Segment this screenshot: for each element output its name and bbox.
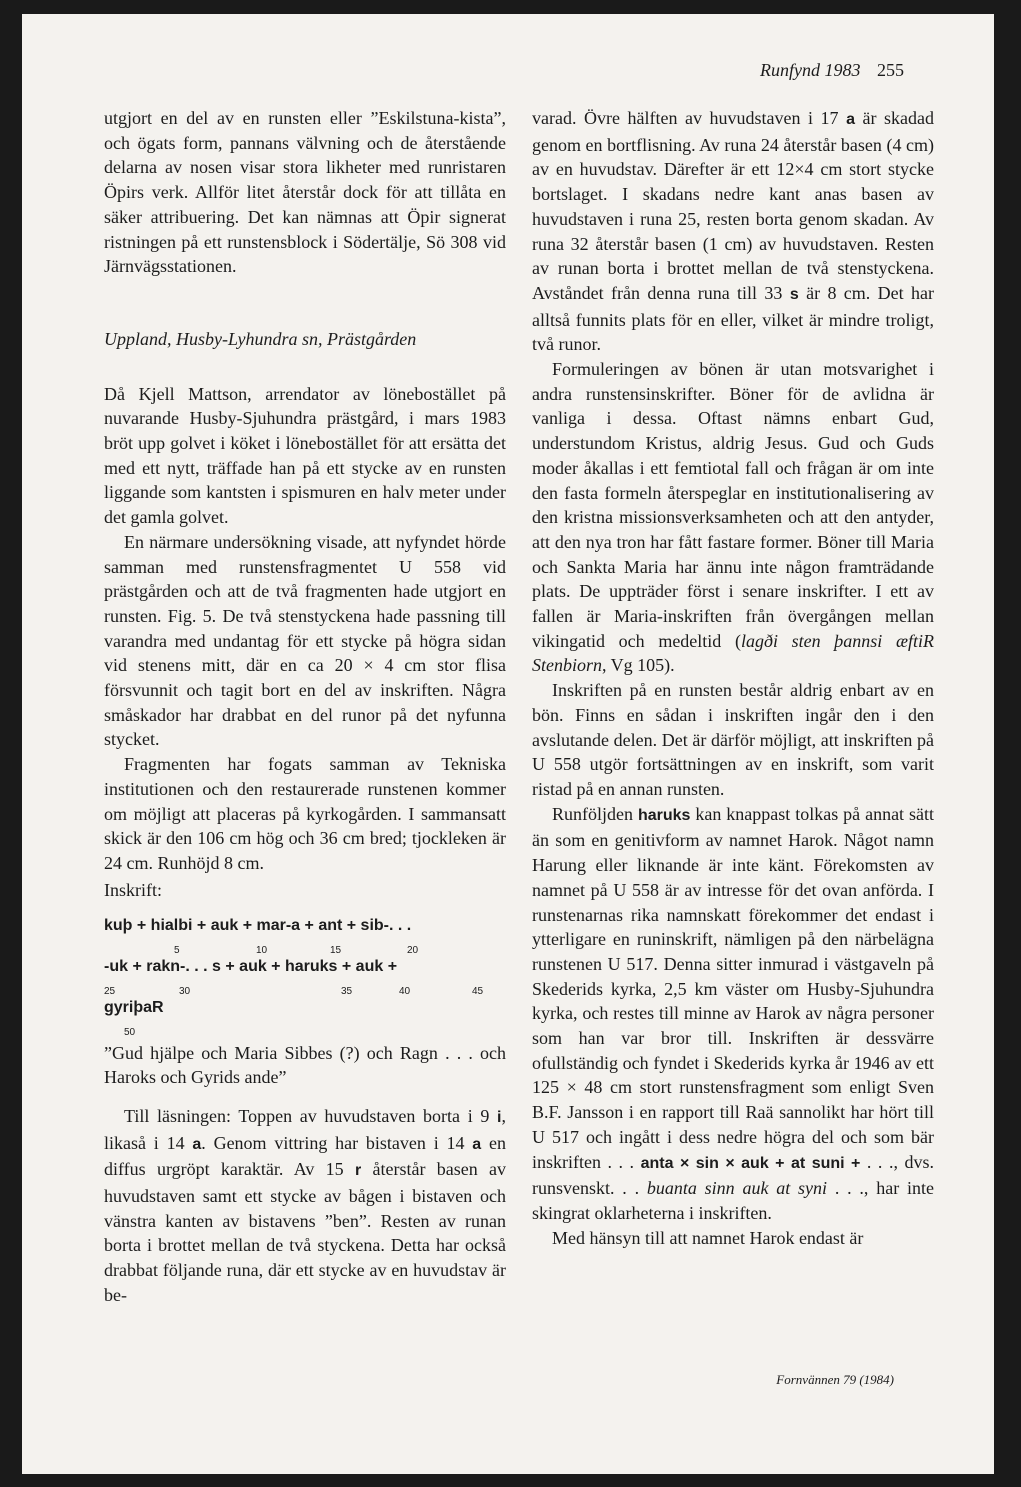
inscription-label: Inskrift: (104, 879, 162, 900)
page-number: 255 (877, 60, 904, 80)
rune-ref: anta × sin × auk + at suni + (640, 1154, 861, 1172)
rune-number: 15 (330, 945, 342, 957)
rune-ref: r (354, 1162, 362, 1180)
journal-footer: Fornvännen 79 (1984) (776, 1372, 894, 1387)
rune-number: 20 (407, 945, 419, 957)
paragraph: Formuleringen av bönen är utan motsvarighet i andra runstensinskrifter. Böner för de avlidna är vanliga i dessa. Oftast nämns enbart Gud, understundom Kristus, aldrig Jesus. Gud och Guds moder åkallas i ett femtiotal fall och frågan är om inte den fasta formeln återspeglar en institutionalisering av den kristna missionsverksamheten och att den antyder, att den nya tron har fått fastare former. Böner till Maria och Sankta Maria har ännu inte någon framträdande plats. De uppträder först i senare inskrifter. I ett av fallen är Maria-inskriften från övergången mellan vikingatid och medeltid (lagði sten þannsi æftiR Stenbiorn, Vg 105). (532, 359, 934, 676)
rune-ref: i (497, 1108, 502, 1126)
paragraph: varad. Övre hälften av huvudstaven i 17 a är skadad genom en bortflisning. Av runa 24 återstår basen (4 cm) av en huvudstav. Därefter är ett 12×4 cm stort stycke bortslaget. I skadans nedre kant anas basen av huvudstaven i runa 25, resten borta genom skadan. Av runa 32 återstår basen (1 cm) av huvudstaven. Resten av runan borta i brottet mellan de två stenstyckena. Avståndet från denna runa till 33 s är 8 cm. Det har alltså funnits plats för en eller, vilket är mindre troligt, två runor. (532, 108, 935, 355)
rune-numbering (104, 980, 506, 996)
left-column (104, 106, 506, 1308)
section-heading: Uppland, Husby-Lyhundra sn, Prästgården (104, 328, 417, 349)
rune-number: 45 (472, 985, 484, 997)
running-header (760, 60, 904, 81)
rune-number: 30 (179, 985, 191, 997)
translation: ”Gud hjälpe och Maria Sibbes (?) och Ragn . . . och Haroks och Gyrids ande” (104, 1042, 506, 1088)
rune-number: 10 (256, 945, 268, 957)
italic-quote: buanta sinn auk at syni (646, 1178, 828, 1199)
paragraph: Till läsningen: Toppen av huvudstaven borta i 9 i, likaså i 14 a. Genom vittring har bistaven i 14 a en diffus urgröpt karaktär. Av 15 r återstår basen av huvudstaven samt ett stycke av bågen i bistaven och vänstra kanten av bistavens ”ben”. Resten av runan borta i brottet mellan de två styckena. Detta har också drabbat följande runa, där ett stycke av en huvudstav är be- (104, 1105, 507, 1305)
rune-number: 35 (341, 985, 353, 997)
page (22, 14, 994, 1474)
rune-ref: s (789, 285, 799, 303)
paragraph: Fragmenten har fogats samman av Tekniska institutionen och den restaurerade runstenen kommer om möjligt att placeras på kyrkogården. I sammansatt skick är den 106 cm hög och 36 cm bred; tjockleken är 24 cm. Runhöjd 8 cm. (104, 754, 506, 873)
rune-number: 50 (124, 1026, 136, 1038)
right-column (532, 106, 934, 1250)
paragraph: Inskriften på en runsten består aldrig enbart av en bön. Finns en sådan i inskriften ingår den i den avslutande delen. Det är därför möjligt, att inskriften på U 558 utgör fortsättningen av en inskrift, som varit ristad på en annan runsten. (532, 680, 934, 799)
rune-numbering (104, 939, 506, 955)
rune-number: 25 (104, 985, 116, 997)
rune-numbering (104, 1021, 506, 1037)
rune-transliteration-line: kuþ + hialbi + auk + mar-a + ant + sib-. . . (104, 917, 412, 935)
rune-ref: a (846, 111, 855, 128)
rune-number: 5 (174, 945, 180, 957)
paragraph: Med hänsyn till att namnet Harok endast är (552, 1227, 864, 1248)
paragraph: Då Kjell Mattson, arrendator av lönebostället på nuvarande Husby-Sjuhundra prästgård, i mars 1983 bröt upp golvet i köket i lönebostället för att ersätta det med ett nytt, träffade han på ett stycke av en runsten liggande som kantsten i spismuren en halv meter under det gamla golvet. (104, 383, 506, 528)
rune-ref: a (472, 1135, 482, 1153)
italic-quote: lagði sten þannsi æftiR Stenbiorn (532, 630, 934, 676)
rune-transliteration-line: gyriþaR (104, 998, 164, 1016)
running-title: Runfynd 1983 (760, 60, 861, 80)
paragraph: En närmare undersökning visade, att nyfyndet hörde samman med runstensfragmentet U 558 vid prästgården och att de två fragmenten hade utgjort en runsten. Fig. 5. De två stenstyckena hade passning till varandra med undantag för ett stycke på högra sidan vid stenens mitt, där en ca 20 × 4 cm stor flisa försvunnit och tagit bort en del av inskriften. Några småskador har drabbat en del runor på det nyfunna stycket. (104, 531, 506, 750)
paragraph: Runföljden haruks kan knappast tolkas på annat sätt än som en genitivform av namnet Harok. Något namn Harung eller liknande är inte känt. Förekomsten av namnet på U 558 är av intresse för det ovan anförda. I runstenarnas rika namnskatt förekommer det endast i ytterligare en runinskrift, nämligen på den närbelägna runstenen U 517. Denna sitter inmurad i västgaveln på Skederids kyrka, 2,5 km väster om Husby-Sjuhundra kyrka, och restes till minne av Harok av några personer som han var bror till. Inskriften är dessvärre ofullständig och fyndet i Skederids kyrka år 1946 av ett 125 × 48 cm stort runstensfragment som enligt Sven B.F. Jansson i en rapport till Raä sannolikt har hört till U 517 och ingått i dess nedre högra del och som bär inskriften . . . anta × sin × auk + at suni + . . ., dvs. runsvenskt. . . buanta sinn auk at syni . . ., har inte skingrat oklarheterna i inskriften. (532, 803, 934, 1223)
paragraph: utgjort en del av en runsten eller ”Eskilstuna-kista”, och ögats form, pannans välvning och de återstående delarna av nosen visar stora likheter med runristaren Öpirs verk. Allför litet återstår dock för att tillåta en säker attribuering. Det kan nämnas att Öpir signerat ristningen på ett runstensblock i Södertälje, Sö 308 vid Järnvägsstationen. (104, 108, 506, 277)
rune-number: 40 (399, 985, 411, 997)
rune-ref: haruks (637, 806, 691, 824)
rune-transliteration-line: -uk + rakn-. . . s + auk + haruks + auk + (104, 958, 398, 976)
rune-ref: a (192, 1135, 202, 1153)
